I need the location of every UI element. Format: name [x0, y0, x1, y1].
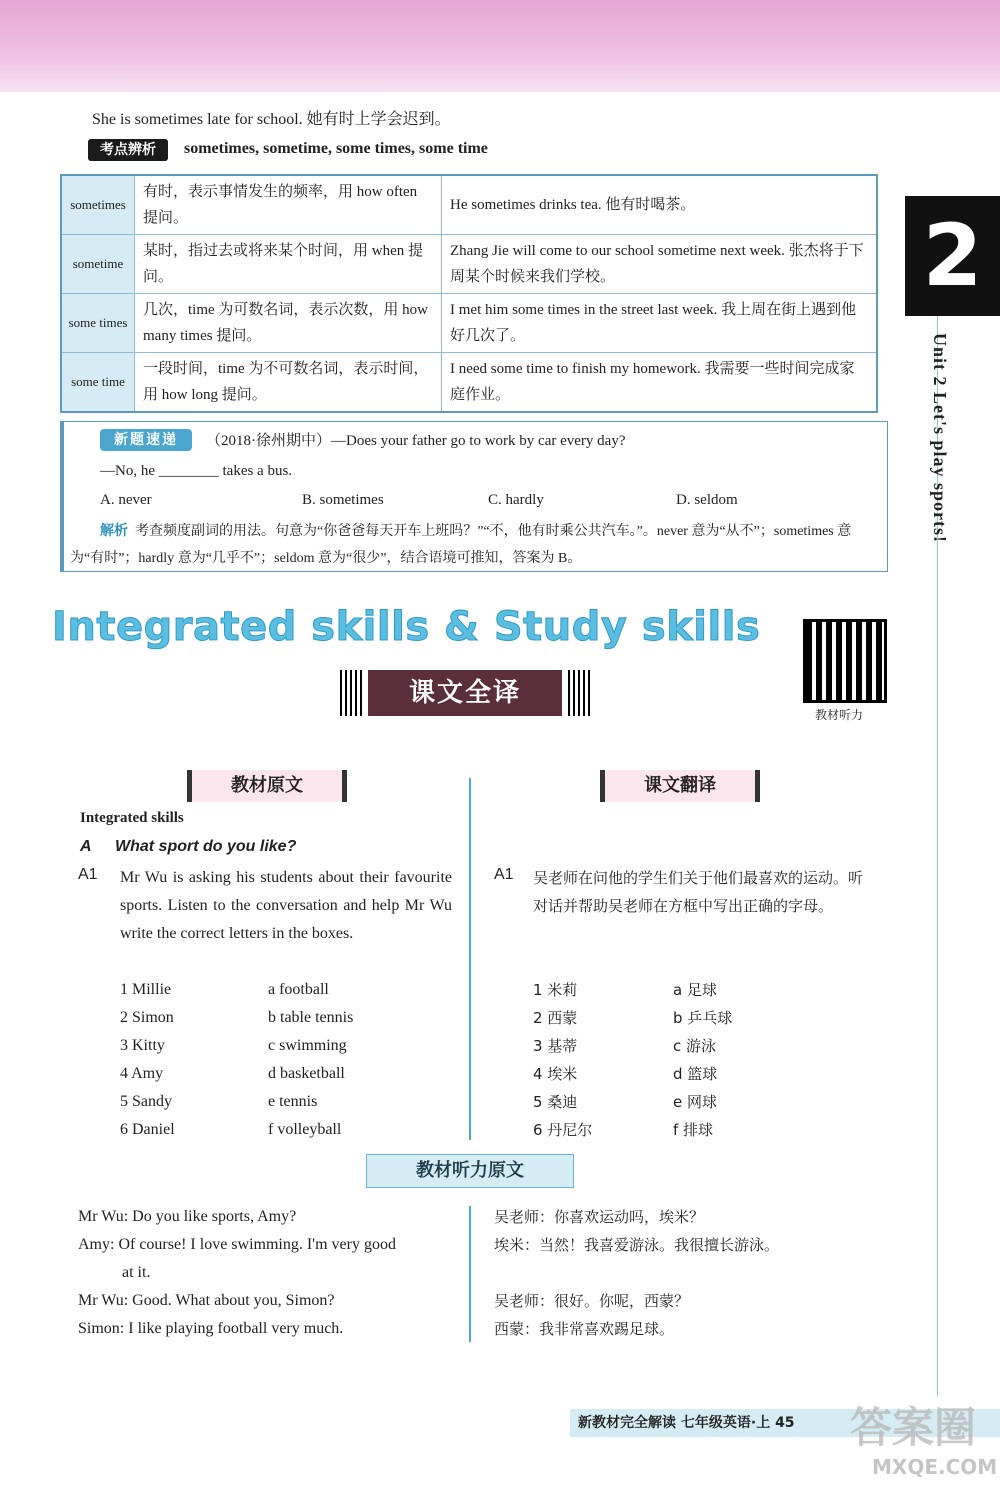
table-cell-desc: 某时，指过去或将来某个时间，用 when 提问。 — [135, 235, 442, 294]
exercise-answer-line: —No, he ________ takes a bus. — [100, 463, 293, 479]
dialog-line: at it. — [122, 1264, 151, 1281]
list-item: 2 Simon — [120, 1009, 174, 1026]
table-row — [61, 235, 877, 294]
vocab-table — [60, 174, 878, 413]
dialog-line: Amy: Of course! I love swimming. I'm very good — [78, 1236, 396, 1253]
option-c: C. hardly — [488, 492, 544, 508]
sport-list-translation — [673, 976, 803, 1144]
table-cell-example: I met him some times in the street last week. 我上周在街上遇到他好几次了。 — [442, 294, 878, 353]
table-row — [61, 294, 877, 353]
list-item: b table tennis — [268, 1009, 354, 1026]
qr-code-icon[interactable] — [803, 619, 887, 703]
list-item: e tennis — [268, 1093, 318, 1110]
a1-number-translation: A1 — [494, 866, 514, 883]
watermark — [850, 1395, 998, 1490]
dialog-line: 埃米：当然！我喜爱游泳。我很擅长游泳。 — [494, 1236, 780, 1254]
table-cell-example: He sometimes drinks tea. 他有时喝茶。 — [442, 175, 878, 235]
list-item: d basketball — [268, 1065, 345, 1082]
dialog-line: 吴老师：你喜欢运动吗，埃米？ — [494, 1208, 705, 1226]
unit-number: 2 — [905, 196, 1000, 316]
dialog-line: Mr Wu: Do you like sports, Amy? — [78, 1208, 297, 1225]
list-item: a football — [268, 981, 329, 998]
listening-banner: 教材听力原文 — [366, 1154, 574, 1188]
list-item: c swimming — [268, 1037, 347, 1054]
table-cell-example: I need some time to finish my homework. 我需要一些时间完成家庭作业。 — [442, 353, 878, 413]
list-item: 6 Daniel — [120, 1121, 175, 1138]
spacer — [494, 1259, 874, 1287]
column-divider — [469, 1206, 471, 1342]
dialog-chinese — [494, 1203, 874, 1343]
list-item: f 排球 — [673, 1121, 714, 1139]
table-cell-desc: 一段时间，time 为不可数名词，表示时间，用 how long 提问。 — [135, 353, 442, 413]
analysis-text: 考查频度副词的用法。句意为“你爸爸每天开车上班吗？”“不，他有时乘公共汽车。”。never 意为“从不”；sometimes 意为“有时”；hardly 意为“几乎不”；seldom 意为“很少”，结合语境可推知，答案为 B。 — [70, 524, 852, 566]
name-list-translation — [533, 976, 663, 1144]
right-column-heading: 课文翻译 — [600, 770, 760, 802]
integrated-skills-subtitle: Integrated skills — [80, 810, 184, 826]
table-cell-desc: 几次，time 为可数名词，表示次数，用 how many times 提问。 — [135, 294, 442, 353]
kaodian-title: sometimes, sometime, some times, some time — [184, 140, 488, 157]
list-item: d 篮球 — [673, 1065, 718, 1083]
dialog-english — [78, 1203, 458, 1343]
list-item: 4 Amy — [120, 1065, 164, 1082]
list-item: 1 Millie — [120, 981, 172, 998]
watermark-logo: 答案圈 — [850, 1403, 977, 1452]
section-title: Integrated skills & Study skills — [52, 604, 761, 650]
dialog-line: Mr Wu: Good. What about you, Simon? — [78, 1292, 335, 1309]
list-item: 5 Sandy — [120, 1093, 172, 1110]
option-a: A. never — [100, 492, 152, 508]
footer-text: 新教材完全解读 七年级英语·上 45 — [578, 1415, 795, 1431]
table-cell-desc: 有时，表示事情发生的频率，用 how often 提问。 — [135, 175, 442, 235]
name-list — [120, 976, 260, 1144]
option-d: D. seldom — [676, 492, 738, 508]
table-row — [61, 175, 877, 235]
list-item: f volleyball — [268, 1121, 342, 1138]
table-cell-word: some time — [61, 353, 135, 413]
list-item: 3 Kitty — [120, 1037, 165, 1054]
analysis-label: 解析 — [100, 524, 128, 539]
a1-number: A1 — [78, 866, 98, 883]
list-item: 3 基蒂 — [533, 1037, 578, 1055]
analysis — [70, 518, 882, 572]
kewen-banner — [340, 670, 590, 716]
exercise-tag: 新题速递 — [100, 429, 192, 451]
section-a-label: A — [80, 838, 92, 855]
list-item: b 乒乓球 — [673, 1009, 733, 1027]
unit-title: Unit 2 Let's play sports! — [930, 333, 950, 544]
list-item: a 足球 — [673, 981, 717, 999]
list-item: 5 桑迪 — [533, 1093, 578, 1111]
list-item: 4 埃米 — [533, 1065, 578, 1083]
banner-bars-left — [340, 670, 362, 716]
banner-title: 课文全译 — [368, 670, 562, 716]
kaodian-tag: 考点辨析 — [88, 139, 168, 161]
banner-bars-right — [568, 670, 590, 716]
list-item: 1 米莉 — [533, 981, 578, 999]
sport-list — [268, 976, 448, 1144]
dialog-line: Simon: I like playing football very much. — [78, 1320, 344, 1337]
section-a-title: What sport do you like? — [115, 838, 297, 855]
table-cell-word: some times — [61, 294, 135, 353]
header-band — [0, 0, 1000, 92]
list-item: e 网球 — [673, 1093, 717, 1111]
table-cell-example: Zhang Jie will come to our school sometime next week. 张杰将于下周某个时候来我们学校。 — [442, 235, 878, 294]
table-cell-word: sometime — [61, 235, 135, 294]
list-item: 6 丹尼尔 — [533, 1121, 593, 1139]
left-column-heading: 教材原文 — [187, 770, 347, 802]
qr-label: 教材听力 — [815, 708, 864, 722]
option-b: B. sometimes — [302, 492, 384, 508]
list-item: 2 西蒙 — [533, 1009, 578, 1027]
exercise-box — [60, 421, 888, 572]
exercise-question: （2018·徐州期中）—Does your father go to work by car every day? — [206, 433, 626, 449]
table-row — [61, 353, 877, 413]
table-cell-word: sometimes — [61, 175, 135, 235]
watermark-url: MXQE.COM — [872, 1455, 998, 1479]
dialog-line: 吴老师：很好。你呢，西蒙？ — [494, 1292, 690, 1310]
a1-text: Mr Wu is asking his students about their favourite sports. Listen to the conversation and help Mr Wu write the correct letters in the boxes. — [120, 869, 452, 942]
dialog-line: 西蒙：我非常喜欢踢足球。 — [494, 1320, 675, 1338]
column-divider — [469, 778, 471, 1140]
list-item: c 游泳 — [673, 1037, 717, 1055]
example-sentence: She is sometimes late for school. 她有时上学会迟到。 — [92, 111, 451, 128]
a1-translation: 吴老师在问他的学生们关于他们最喜欢的运动。听对话并帮助吴老师在方框中写出正确的字母。 — [533, 869, 864, 915]
